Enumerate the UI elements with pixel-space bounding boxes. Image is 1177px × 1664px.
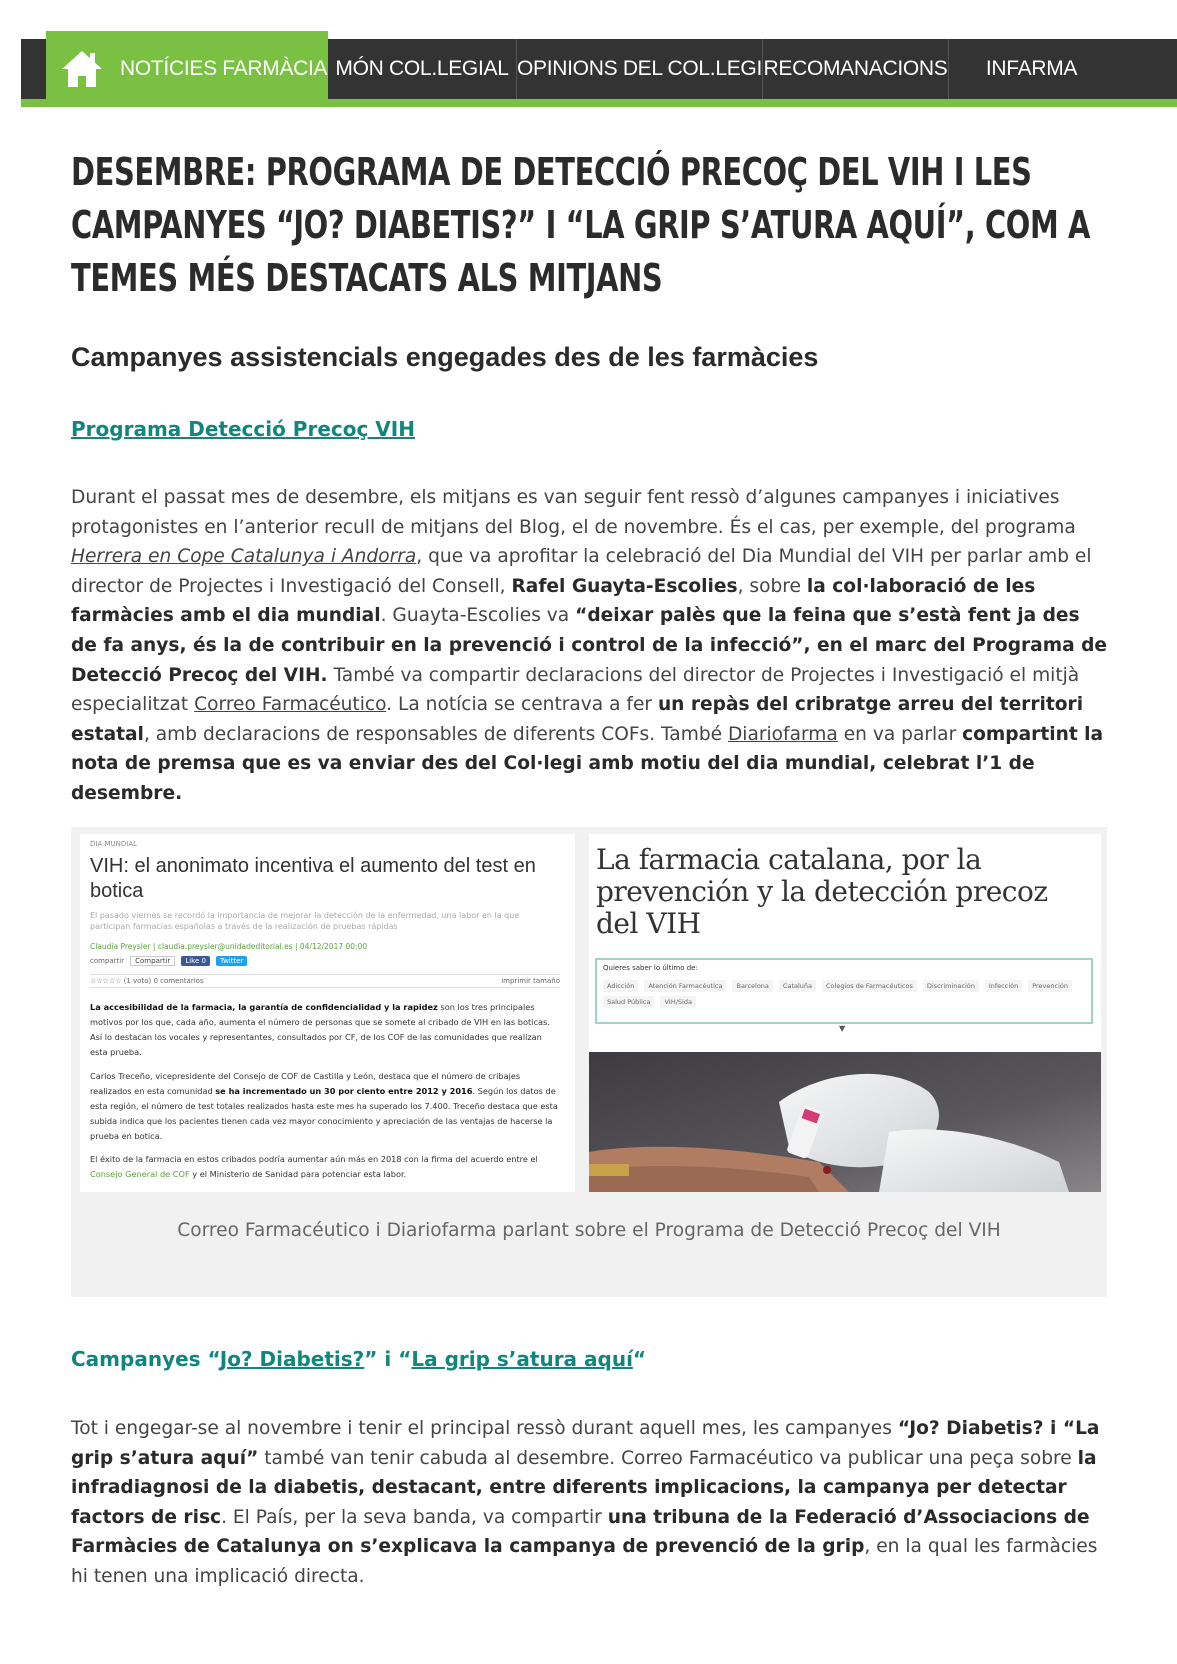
clipping-title: VIH: el anonimato incentiva el aumento del test en botica	[90, 855, 536, 902]
text-run: També va compartir declaracions del director de Projectes i Investigació el mitjà especialitzat	[71, 664, 1080, 716]
text-run: son los tres principales motivos por los que, cada año, aumenta el número de personas que se somete al cribado de VIH en las boticas. Así lo destacan los vocales y representantes, consultados por CF, de los COF de las comunidades que realizan esta prueba.	[90, 1002, 550, 1057]
rating-text: (1 voto) 0 comentarios	[123, 977, 204, 985]
share-bar	[90, 956, 247, 966]
text-run-bold: compartint la nota de premsa que es va enviar des del Col·legi amb motiu del dia mundial, celebrat l’1 de desembre.	[71, 723, 1104, 804]
text-run-bold: una tribuna de la Federació d’Associacions de Farmàcies de Catalunya on s’explicava la campanya de prevenció de la grip	[71, 1506, 1090, 1558]
topic-tag: Infección	[985, 980, 1022, 992]
text-run: El éxito de la farmacia en estos cribados podría aumentar aún más en 2018 con la firma del acuerdo entre el	[90, 1154, 538, 1164]
rating-info	[90, 977, 204, 985]
clipping-paragraph	[90, 1152, 560, 1182]
home-icon[interactable]	[60, 49, 104, 89]
text-run: Tot i engegar-se al novembre i tenir el principal ressò durant aquell mes, les campanyes	[71, 1418, 898, 1439]
twitter-button: Twitter	[216, 956, 247, 966]
topic-tag: Atención Farmacéutica	[644, 980, 726, 992]
topics-box	[595, 958, 1093, 1024]
topic-tag: Prevención	[1028, 980, 1072, 992]
text-run-bold: La accesibilidad de la farmacia, la garantía de confidencialidad y la rapidez	[90, 1002, 438, 1012]
link-correo-farmaceutico[interactable]: Correo Farmacéutico	[194, 694, 387, 716]
text-run: Carlos Treceño, vicepresidente del Consejo de COF de Castilla y León, destaca que el número de cribajes realizados en esta comunidad	[90, 1071, 521, 1096]
clipping-author: Claudia Preysler | claudia.preysler@unidadeditorial.es | 04/12/2017 00:00	[90, 942, 368, 951]
text-run-bold: Rafel Guayta-Escolies	[511, 575, 738, 597]
text-run: , en la qual les farmàcies hi tenen una implicació directa.	[71, 1536, 1098, 1587]
link-diariofarma[interactable]: Diariofarma	[727, 723, 838, 745]
clipping-title: La farmacia catalana, por la prevención y la detección precoz del VIH	[596, 843, 1048, 940]
nav-item-recomanacions[interactable]	[763, 39, 948, 99]
text-run: també van tenir cabuda al desembre. Correo Farmacéutico va publicar una peça sobre	[258, 1447, 1078, 1469]
print-tools: imprimir tamaño	[501, 977, 560, 985]
nav-item-label: NOTÍCIES FARMÀCIA	[120, 57, 328, 80]
topic-tag: Colegios de Farmacéuticos	[822, 980, 917, 992]
star-rating-icon: ☆☆☆☆☆	[90, 977, 122, 985]
topic-tag: Cataluña	[779, 980, 816, 992]
clipping-lead: El pasado viernes se recordó la importancia de mejorar la detección de la enfermedad, una labor en la que participan farmacias españolas a través de la realización de pruebas rápidas	[90, 911, 520, 931]
section-link-programa-vih[interactable]: Programa Detecció Precoç VIH	[71, 417, 415, 441]
text-run-bold: “Jo? Diabetis? i “La grip s’atura aquí”	[71, 1418, 1100, 1469]
section-subtitle: Campanyes assistencials engegades des de les farmàcies	[71, 342, 819, 372]
text-run: , sobre	[737, 575, 807, 597]
article-paragraph	[71, 1414, 1111, 1592]
page-title: DESEMBRE: PROGRAMA DE DETECCIÓ PRECOÇ DEL VIH I LES CAMPANYES “JO? DIABETIS?” I “LA GRIP S’ATURA AQUÍ”, COM A TEMES MÉS DESTACATS ALS MITJANS	[71, 150, 1090, 300]
text-run-link: Consejo General de COF	[90, 1169, 190, 1179]
text-run: en va parlar	[837, 723, 963, 745]
topic-tag: VIH/Sida	[660, 996, 695, 1008]
text-run: y el Ministerio de Sanidad para potenciar esta labor.	[189, 1169, 407, 1179]
nav-item-opinions-del-collegi[interactable]	[517, 39, 762, 99]
hiv-test-photo	[589, 1052, 1101, 1192]
clipping-paragraph	[90, 1069, 560, 1144]
link-la-grip[interactable]: La grip s’atura aquí	[411, 1347, 633, 1371]
topic-tag: Discriminación	[923, 980, 979, 992]
text-run: , que va aprofitar la celebració del Dia Mundial del VIH per parlar amb el director de Projectes i Investigació del Consell,	[71, 546, 1092, 597]
topics-box-title: Quieres saber lo último de:	[603, 964, 698, 972]
nav-item-noticies-farmacia[interactable]	[46, 31, 328, 107]
topic-tag: Salud Pública	[603, 996, 654, 1008]
screenshot-correo-farmaceutico	[80, 834, 575, 1192]
figure-caption: Correo Farmacéutico i Diariofarma parlant sobre el Programa de Detecció Precoç del VIH	[177, 1220, 1001, 1241]
text-run: . Según los datos de esta región, el número de test totales realizados hasta este mes ha superado los 7.400. Treceño destaca que esta subida indica que los pacientes tienen cada vez mayor conocimiento y apreciación de las ventajas de hacerse la prueba en botica.	[90, 1086, 558, 1141]
text-run: Campanyes “	[71, 1347, 220, 1371]
text-run-bold: “deixar palès que la feina que s’està fent ja des de fa anys, és la de contribuir en la prevenció i control de la infecció”, en el marc del Programa de Detecció Precoç del VIH.	[71, 605, 1108, 686]
chevron-down-icon: ▼	[839, 1024, 846, 1033]
text-run-bold: un repàs del cribratge arreu del territori estatal	[71, 694, 1084, 745]
share-label: compartir	[90, 957, 125, 965]
clipping-paragraph	[90, 1000, 560, 1060]
nav-item-mon-collegial[interactable]	[328, 39, 516, 99]
text-run-bold: la col·laboració de les farmàcies amb el dia mundial	[71, 575, 1036, 627]
section-heading-campanyes	[71, 1347, 646, 1371]
text-run: , amb declaracions de responsables de diferents COFs. També	[143, 723, 728, 745]
text-run-bold: la infradiagnosi de la diabetis, destacant, entre diferents implicacions, la campanya per detectar factors de risc	[71, 1447, 1097, 1528]
link-herrera-cope[interactable]: Herrera en Cope Catalunya i Andorra	[71, 546, 417, 568]
rating-bar	[90, 974, 560, 988]
nav-item-label: RECOMANACIONS	[763, 57, 948, 80]
nav-item-label: INFARMA	[985, 57, 1078, 80]
article-figure	[71, 827, 1107, 1297]
topic-tags	[603, 980, 1083, 1008]
text-run: . La notícia se centrava a fer	[386, 694, 658, 716]
topic-tag: Barcelona	[732, 980, 772, 992]
topic-tag: Adicción	[603, 980, 638, 992]
text-run: “	[632, 1347, 647, 1371]
nav-item-label: MÓN COL.LEGIAL	[335, 57, 509, 80]
article-paragraph	[71, 483, 1111, 809]
article-kicker: DIA MUNDIAL	[90, 840, 138, 848]
text-run-bold: se ha incrementado un 30 por ciento entre 2012 y 2016	[215, 1086, 473, 1096]
link-jo-diabetis[interactable]: Jo? Diabetis?	[219, 1347, 365, 1371]
nav-item-infarma[interactable]	[949, 39, 1114, 99]
text-run: Durant el passat mes de desembre, els mitjans es van seguir fent ressò d’algunes campanyes i iniciatives protagonistes en l’anterior recull de mitjans del Blog, el de novembre. És el cas, per exemple, del programa	[71, 487, 1076, 538]
text-run: . El País, per la seva banda, va compartir	[221, 1506, 608, 1528]
gplus-share-button: Compartir	[130, 956, 175, 966]
text-run: . Guayta-Escolies va	[380, 605, 576, 627]
text-run: ” i “	[364, 1347, 412, 1371]
nav-item-label: OPINIONS DEL COL.LEGI	[517, 57, 762, 80]
screenshot-diariofarma	[589, 834, 1101, 1192]
facebook-like-button: Like 0	[181, 956, 210, 966]
